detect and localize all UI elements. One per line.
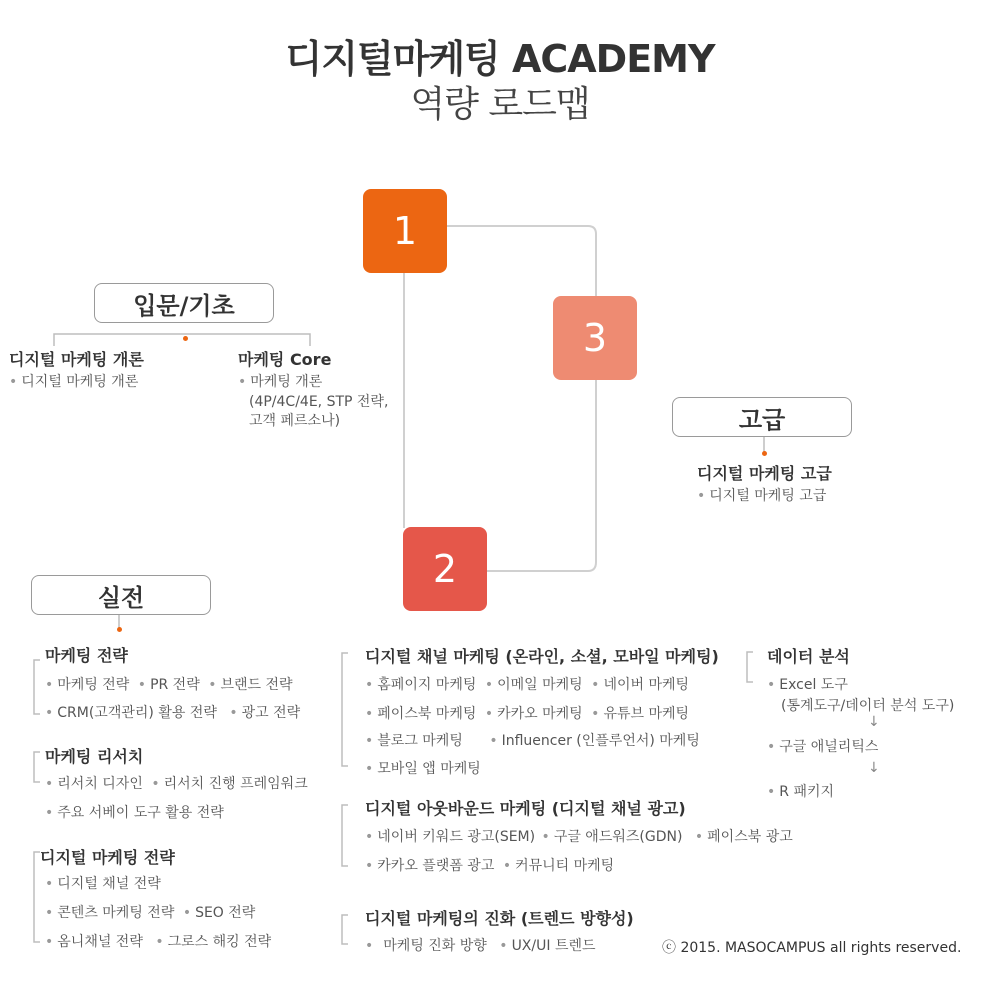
bullet: • <box>489 733 498 749</box>
bullet: • <box>365 761 374 777</box>
data-r: • R 패키지 <box>767 784 835 800</box>
outbound-row2: • 카카오 플랫폼 광고 • 커뮤니티 마케팅 <box>365 858 615 874</box>
bullet: • <box>365 733 374 749</box>
bullet: • <box>365 829 374 845</box>
research-row1: • 리서치 디자인 • 리서치 진행 프레임워크 <box>45 776 308 792</box>
data-title: 데이터 분석 <box>767 647 850 666</box>
path-step3-to-step2 <box>486 378 596 571</box>
copyright-text: ⓒ 2015. MASOCAMPUS all rights reserved. <box>662 940 962 956</box>
basic-dot <box>183 336 188 341</box>
step-3-box: 3 <box>553 296 637 380</box>
research-row2: • 주요 서베이 도구 활용 전략 <box>45 805 224 821</box>
bullet: • <box>591 706 600 722</box>
bullet: • <box>365 706 374 722</box>
basic-right-item-cont: (4P/4C/4E, STP 전략, <box>249 394 389 410</box>
bullet: • <box>365 677 374 693</box>
research-title: 마케팅 리서치 <box>45 747 144 766</box>
step-2-box: 2 <box>403 527 487 611</box>
bullet: • <box>767 784 776 800</box>
digital-strategy-row1: • 디지털 채널 전략 <box>45 876 161 892</box>
research-bracket <box>34 752 40 782</box>
step-1-box: 1 <box>363 189 447 273</box>
data-arrow-2: ↓ <box>868 760 880 776</box>
bullet: • <box>182 905 192 921</box>
data-excel: • Excel 도구 <box>767 677 848 693</box>
bullet: • <box>767 677 776 693</box>
channel-row3: • 블로그 마케팅 • Influencer (인플루언서) 마케팅 <box>365 733 700 749</box>
bullet: • <box>502 858 512 874</box>
bullet: • <box>45 677 54 693</box>
strategy-bracket <box>34 660 40 714</box>
bullet: • <box>45 876 54 892</box>
bullet: • <box>541 829 550 845</box>
basic-left-item: • 디지털 마케팅 개론 <box>9 374 139 390</box>
bullet: • <box>499 938 508 954</box>
channel-bracket <box>342 653 348 766</box>
advanced-item: • 디지털 마케팅 고급 <box>697 488 827 504</box>
bullet: • <box>45 905 54 921</box>
digital-strategy-title: 디지털 마케팅 전략 <box>40 848 175 867</box>
bullet: • <box>484 677 494 693</box>
level-practice-box: 실전 <box>31 575 211 615</box>
bullet: • <box>137 677 147 693</box>
digital-strategy-row2: • 콘텐츠 마케팅 전략 • SEO 전략 <box>45 905 256 921</box>
data-ga: • 구글 애널리틱스 <box>767 739 879 755</box>
bullet: • <box>45 934 54 950</box>
bullet: • <box>151 776 160 792</box>
basic-bracket <box>54 334 310 346</box>
outbound-bracket <box>342 805 348 866</box>
advanced-dot <box>762 451 767 456</box>
basic-right-title: 마케팅 Core <box>238 350 332 369</box>
page-subtitle: 역량 로드맵 <box>410 84 590 125</box>
basic-left-title: 디지털 마케팅 개론 <box>9 350 144 369</box>
path-step1-to-step3 <box>446 226 596 297</box>
evolution-title: 디지털 마케팅의 진화 (트렌드 방향성) <box>365 909 634 928</box>
evolution-row1: • 마케팅 진화 방향 • UX/UI 트렌드 <box>365 938 596 954</box>
bullet: • <box>45 705 54 721</box>
channel-row1: • 홈페이지 마케팅 • 이메일 마케팅 • 네이버 마케팅 <box>365 677 690 693</box>
advanced-title: 디지털 마케팅 고급 <box>697 464 832 483</box>
bullet: • <box>9 374 18 390</box>
data-bracket <box>747 652 753 682</box>
bullet: • <box>365 938 374 954</box>
outbound-title: 디지털 아웃바운드 마케팅 (디지털 채널 광고) <box>365 799 686 818</box>
bullet: • <box>694 829 704 845</box>
data-excel-sub: (통계도구/데이터 분석 도구) <box>781 698 955 714</box>
channel-row4: • 모바일 앱 마케팅 <box>365 761 481 777</box>
bullet: • <box>591 677 600 693</box>
basic-right-item: • 마케팅 개론 <box>238 374 323 390</box>
outbound-row1: • 네이버 키워드 광고(SEM) • 구글 애드워즈(GDN) • 페이스북 광고 <box>365 829 793 845</box>
channel-title: 디지털 채널 마케팅 (온라인, 소셜, 모바일 마케팅) <box>365 647 719 666</box>
bullet: • <box>155 934 164 950</box>
bullet: • <box>229 705 238 721</box>
practice-dot <box>117 627 122 632</box>
evolution-bracket <box>342 915 348 944</box>
bullet: • <box>238 374 247 390</box>
data-arrow-1: ↓ <box>868 714 880 730</box>
basic-right-item-cont: 고객 페르소나) <box>249 413 341 429</box>
bullet: • <box>767 739 776 755</box>
bullet: • <box>484 706 494 722</box>
bullet: • <box>365 858 374 874</box>
strategy-title: 마케팅 전략 <box>45 646 128 665</box>
bullet: • <box>45 805 54 821</box>
level-advanced-box: 고급 <box>672 397 852 437</box>
bullet: • <box>45 776 54 792</box>
bullet: • <box>697 488 706 504</box>
channel-row2: • 페이스북 마케팅 • 카카오 마케팅 • 유튜브 마케팅 <box>365 706 690 722</box>
strategy-row2: • CRM(고객관리) 활용 전략 • 광고 전략 <box>45 705 301 721</box>
strategy-row1: • 마케팅 전략 • PR 전략 • 브랜드 전략 <box>45 677 293 693</box>
digital-strategy-row3: • 옴니채널 전략 • 그로스 해킹 전략 <box>45 934 272 950</box>
bullet: • <box>208 677 217 693</box>
level-basic-box: 입문/기초 <box>94 283 274 323</box>
page-title: 디지털마케팅 ACADEMY <box>285 37 715 81</box>
